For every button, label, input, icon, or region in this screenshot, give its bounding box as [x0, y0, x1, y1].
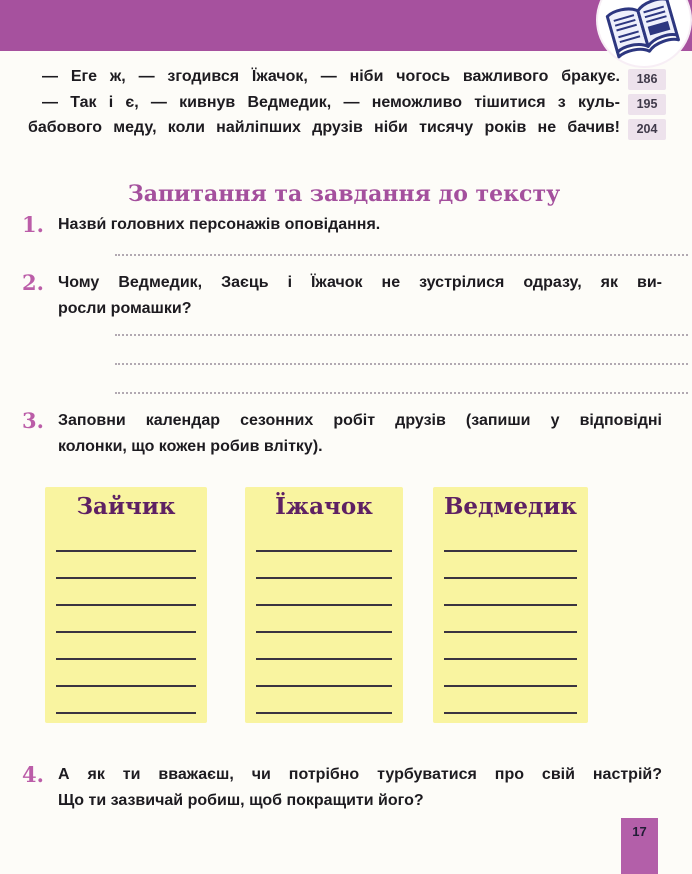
calendar-column-izhachok: [245, 487, 403, 723]
question-text: [58, 408, 662, 459]
question-number: 4.: [22, 762, 44, 787]
card-write-line[interactable]: [56, 528, 196, 552]
card-write-line[interactable]: [444, 579, 577, 606]
page-number-tab: [621, 818, 658, 874]
card-write-line[interactable]: [444, 606, 577, 633]
question-line: колонки, що кожен робив влітку).: [58, 437, 323, 455]
passage-line: бабового меду, коли найліпших друзів ніби тисячу років не бачив!: [28, 119, 620, 136]
card-write-line[interactable]: [256, 660, 392, 687]
column-title: Ведмедик: [443, 493, 577, 520]
question-line: Заповни календар сезонних робіт друзів (запиши у відповідні: [58, 412, 662, 429]
card-write-line[interactable]: [444, 528, 577, 552]
question-1: [22, 212, 662, 238]
line-number-badge: 186: [628, 69, 666, 90]
line-number-badge: 204: [628, 119, 666, 140]
write-lines: [433, 528, 588, 714]
card-write-line[interactable]: [56, 579, 196, 606]
passage-line: — Так і є, — кивнув Ведмедик, — неможливо тішитися з куль-: [42, 93, 620, 111]
story-passage: [28, 64, 620, 141]
card-write-line[interactable]: [444, 687, 577, 714]
question-4: [22, 762, 662, 813]
question-number: 3.: [22, 408, 44, 433]
card-write-line[interactable]: [256, 606, 392, 633]
question-text: [58, 270, 662, 321]
column-title: Зайчик: [76, 493, 176, 520]
answer-write-line[interactable]: [115, 392, 688, 394]
card-write-line[interactable]: [256, 687, 392, 714]
top-accent-bar: [0, 0, 692, 51]
card-write-line[interactable]: [444, 660, 577, 687]
question-number: 2.: [22, 270, 44, 295]
line-number-column: [628, 69, 666, 144]
page-number: 17: [632, 824, 647, 839]
passage-line: — Еге ж, — згодився Їжачок, — ніби чогось важливого бракує.: [42, 68, 620, 85]
card-write-line[interactable]: [56, 660, 196, 687]
question-text: [58, 762, 662, 813]
question-text: [58, 212, 662, 238]
question-line: Що ти зазвичай робиш, щоб покращити його?: [58, 791, 424, 809]
write-lines: [245, 528, 403, 714]
calendar-column-vedmedyk: [433, 487, 588, 723]
answer-write-line[interactable]: [115, 334, 688, 336]
card-write-line[interactable]: [256, 528, 392, 552]
chapter-badge: [598, 0, 690, 66]
card-write-line[interactable]: [56, 687, 196, 714]
card-write-line[interactable]: [56, 552, 196, 579]
question-3: [22, 408, 662, 459]
question-line: Назви́ головних персонажів оповідання.: [58, 216, 381, 233]
card-write-line[interactable]: [256, 579, 392, 606]
question-line: А як ти вважаєш, чи потрібно турбуватися про свій настрій?: [58, 766, 662, 783]
card-write-line[interactable]: [444, 552, 577, 579]
calendar-column-zaichyk: [45, 487, 207, 723]
card-write-line[interactable]: [444, 633, 577, 660]
question-line: росли ромашки?: [58, 299, 192, 317]
question-2: [22, 270, 662, 321]
card-write-line[interactable]: [56, 633, 196, 660]
answer-write-line[interactable]: [115, 254, 688, 256]
write-lines: [45, 528, 207, 714]
column-title: Їжачок: [275, 493, 373, 520]
card-write-line[interactable]: [256, 633, 392, 660]
question-number: 1.: [22, 212, 44, 237]
card-write-line[interactable]: [256, 552, 392, 579]
line-number-badge: 195: [628, 94, 666, 115]
answer-write-line[interactable]: [115, 363, 688, 365]
section-title: Запитання та завдання до тексту: [127, 181, 561, 207]
card-write-line[interactable]: [56, 606, 196, 633]
question-line: Чому Ведмедик, Заєць і Їжачок не зустрілися одразу, як ви-: [58, 274, 662, 291]
